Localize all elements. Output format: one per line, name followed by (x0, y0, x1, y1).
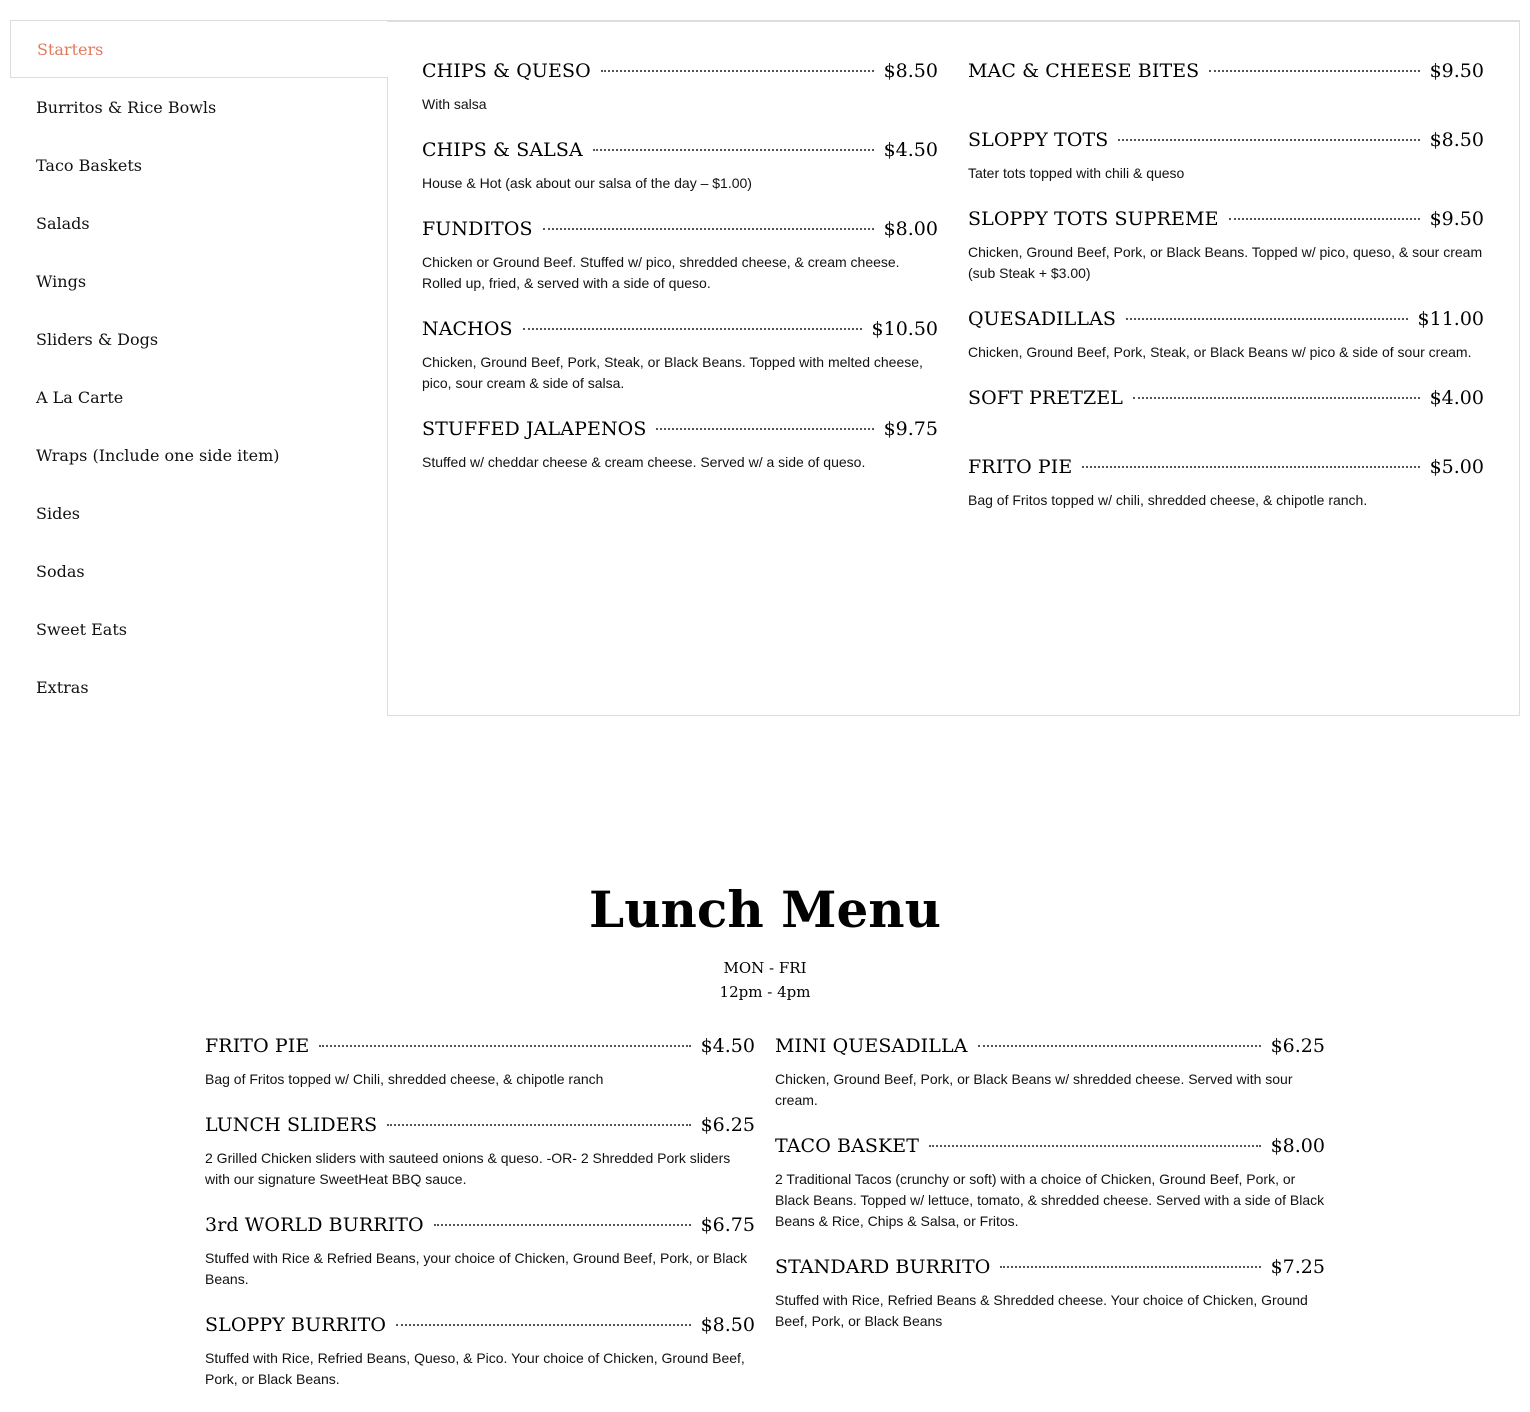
item-name: SLOPPY TOTS (968, 129, 1109, 151)
menu-item (205, 1212, 755, 1290)
item-description: With salsa (422, 96, 487, 112)
item-description: Bag of Fritos topped w/ Chili, shredded cheese, & chipotle ranch (205, 1071, 604, 1087)
tab-taco-baskets[interactable]: Taco Baskets (36, 155, 142, 175)
starters-left-column (422, 58, 938, 495)
item-description: Chicken, Ground Beef, Pork, or Black Beans w/ shredded cheese. Served with sour cream. (775, 1071, 1293, 1108)
menu-tabs (10, 20, 1520, 716)
tab-salads[interactable]: Salads (36, 213, 90, 233)
dotted-leader (1209, 70, 1419, 72)
item-name: FUNDITOS (422, 218, 533, 240)
item-description: Chicken, Ground Beef, Pork, Steak, or Black Beans. Topped with melted cheese, pico, sour cream & side of salsa. (422, 354, 923, 391)
item-price: $4.50 (700, 1035, 755, 1057)
item-name: MAC & CHEESE BITES (968, 60, 1200, 82)
dotted-leader (1082, 466, 1419, 468)
menu-item (968, 385, 1484, 432)
tab-sweet-eats[interactable]: Sweet Eats (36, 619, 127, 639)
menu-item (968, 58, 1484, 105)
item-name: MINI QUESADILLA (775, 1035, 968, 1057)
menu-item (422, 316, 938, 394)
item-price: $8.50 (700, 1314, 755, 1336)
item-name: CHIPS & QUESO (422, 60, 591, 82)
item-description: 2 Traditional Tacos (crunchy or soft) with a choice of Chicken, Ground Beef, Pork, or Black Beans. Topped w/ lettuce, tomato, & shredded cheese. Served with a side of Black Beans & Rice, Chips & Salsa, or Fritos. (775, 1171, 1325, 1229)
item-description: Chicken, Ground Beef, Pork, or Black Beans. Topped w/ pico, queso, & sour cream (sub Steak + $3.00) (968, 244, 1483, 281)
item-description: Tater tots topped with chili & queso (968, 165, 1185, 181)
tab-wings[interactable]: Wings (36, 271, 87, 291)
item-name: SOFT PRETZEL (968, 387, 1124, 409)
item-price: $11.00 (1417, 308, 1484, 330)
menu-item (968, 206, 1484, 284)
item-description: Stuffed with Rice, Refried Beans, Queso, & Pico. Your choice of Chicken, Ground Beef, Pork, or Black Beans. (205, 1350, 745, 1387)
menu-item (968, 306, 1484, 363)
tab-a-la-carte[interactable]: A La Carte (36, 387, 124, 407)
dotted-leader (1126, 318, 1408, 320)
item-name: CHIPS & SALSA (422, 139, 583, 161)
dotted-leader (978, 1045, 1261, 1047)
item-description (968, 421, 1484, 432)
menu-item (422, 137, 938, 194)
item-name: QUESADILLAS (968, 308, 1117, 330)
item-price: $6.75 (700, 1214, 755, 1236)
item-description: House & Hot (ask about our salsa of the day – $1.00) (422, 175, 752, 191)
lunch-right-column (775, 1033, 1325, 1354)
item-price: $9.50 (1429, 208, 1484, 230)
menu-item (205, 1312, 755, 1390)
panel-divider (387, 21, 1519, 22)
item-description (968, 94, 1484, 105)
dotted-leader (319, 1045, 690, 1047)
dotted-leader (929, 1145, 1261, 1147)
item-description: Stuffed with Rice, Refried Beans & Shredded cheese. Your choice of Chicken, Ground Beef, Pork, or Black Beans (775, 1292, 1308, 1329)
item-name: LUNCH SLIDERS (205, 1114, 378, 1136)
menu-item (775, 1254, 1325, 1332)
tab-extras[interactable]: Extras (36, 677, 89, 697)
dotted-leader (1133, 397, 1420, 399)
item-price: $6.25 (700, 1114, 755, 1136)
dotted-leader (593, 149, 874, 151)
item-name: 3rd WORLD BURRITO (205, 1214, 424, 1236)
menu-item (205, 1033, 755, 1090)
item-price: $9.50 (1429, 60, 1484, 82)
item-description: Stuffed with Rice & Refried Beans, your choice of Chicken, Ground Beef, Pork, or Black Beans. (205, 1250, 748, 1287)
dotted-leader (601, 70, 874, 72)
lunch-menu-title: Lunch Menu (589, 880, 941, 939)
item-name: STUFFED JALAPENOS (422, 418, 647, 440)
dotted-leader (434, 1224, 691, 1226)
item-price: $9.75 (883, 418, 938, 440)
lunch-menu-section (0, 870, 1530, 1387)
dotted-leader (1000, 1266, 1260, 1268)
dotted-leader (543, 228, 874, 230)
dotted-leader (1118, 139, 1419, 141)
item-name: SLOPPY BURRITO (205, 1314, 387, 1336)
starters-panel (387, 20, 1520, 716)
item-price: $8.00 (883, 218, 938, 240)
item-description: Chicken, Ground Beef, Pork, Steak, or Black Beans w/ pico & side of sour cream. (968, 344, 1472, 360)
tabs-nav (10, 20, 388, 716)
item-name: SLOPPY TOTS SUPREME (968, 208, 1219, 230)
item-price: $8.50 (1429, 129, 1484, 151)
item-description: Stuffed w/ cheddar cheese & cream cheese. Served w/ a side of queso. (422, 454, 866, 470)
tab-wraps[interactable]: Wraps (Include one side item) (36, 445, 280, 465)
lunch-hours: 12pm - 4pm (719, 983, 811, 1001)
dotted-leader (656, 428, 873, 430)
item-description: Chicken or Ground Beef. Stuffed w/ pico, shredded cheese, & cream cheese. Rolled up, fried, & served with a side of queso. (422, 254, 900, 291)
item-price: $7.25 (1270, 1256, 1325, 1278)
lunch-left-column (205, 1033, 755, 1412)
item-price: $10.50 (871, 318, 938, 340)
starters-right-column (968, 58, 1484, 533)
item-name: FRITO PIE (968, 456, 1073, 478)
item-price: $5.00 (1429, 456, 1484, 478)
item-description: Bag of Fritos topped w/ chili, shredded cheese, & chipotle ranch. (968, 492, 1368, 508)
item-name: STANDARD BURRITO (775, 1256, 991, 1278)
item-name: TACO BASKET (775, 1135, 920, 1157)
tab-sodas[interactable]: Sodas (36, 561, 85, 581)
dotted-leader (523, 328, 862, 330)
item-price: $4.00 (1429, 387, 1484, 409)
menu-item (422, 58, 938, 115)
menu-item (968, 127, 1484, 184)
dotted-leader (1229, 218, 1420, 220)
item-price: $8.50 (883, 60, 938, 82)
item-description: 2 Grilled Chicken sliders with sauteed onions & queso. -OR- 2 Shredded Pork sliders with our signature SweetHeat BBQ sauce. (205, 1150, 731, 1187)
item-price: $8.00 (1270, 1135, 1325, 1157)
menu-item (775, 1033, 1325, 1111)
menu-item (422, 216, 938, 294)
lunch-days: MON - FRI (723, 959, 807, 977)
item-price: $4.50 (883, 139, 938, 161)
item-price: $6.25 (1270, 1035, 1325, 1057)
tab-starters[interactable]: Starters (10, 20, 388, 78)
menu-item (968, 454, 1484, 511)
dotted-leader (387, 1124, 690, 1126)
item-name: FRITO PIE (205, 1035, 310, 1057)
menu-item (422, 416, 938, 473)
tab-sliders-dogs[interactable]: Sliders & Dogs (36, 329, 159, 349)
tab-sides[interactable]: Sides (36, 503, 80, 523)
menu-item (205, 1112, 755, 1190)
dotted-leader (396, 1324, 690, 1326)
item-name: NACHOS (422, 318, 513, 340)
menu-item (775, 1133, 1325, 1232)
tab-burritos-rice-bowls[interactable]: Burritos & Rice Bowls (36, 97, 217, 117)
